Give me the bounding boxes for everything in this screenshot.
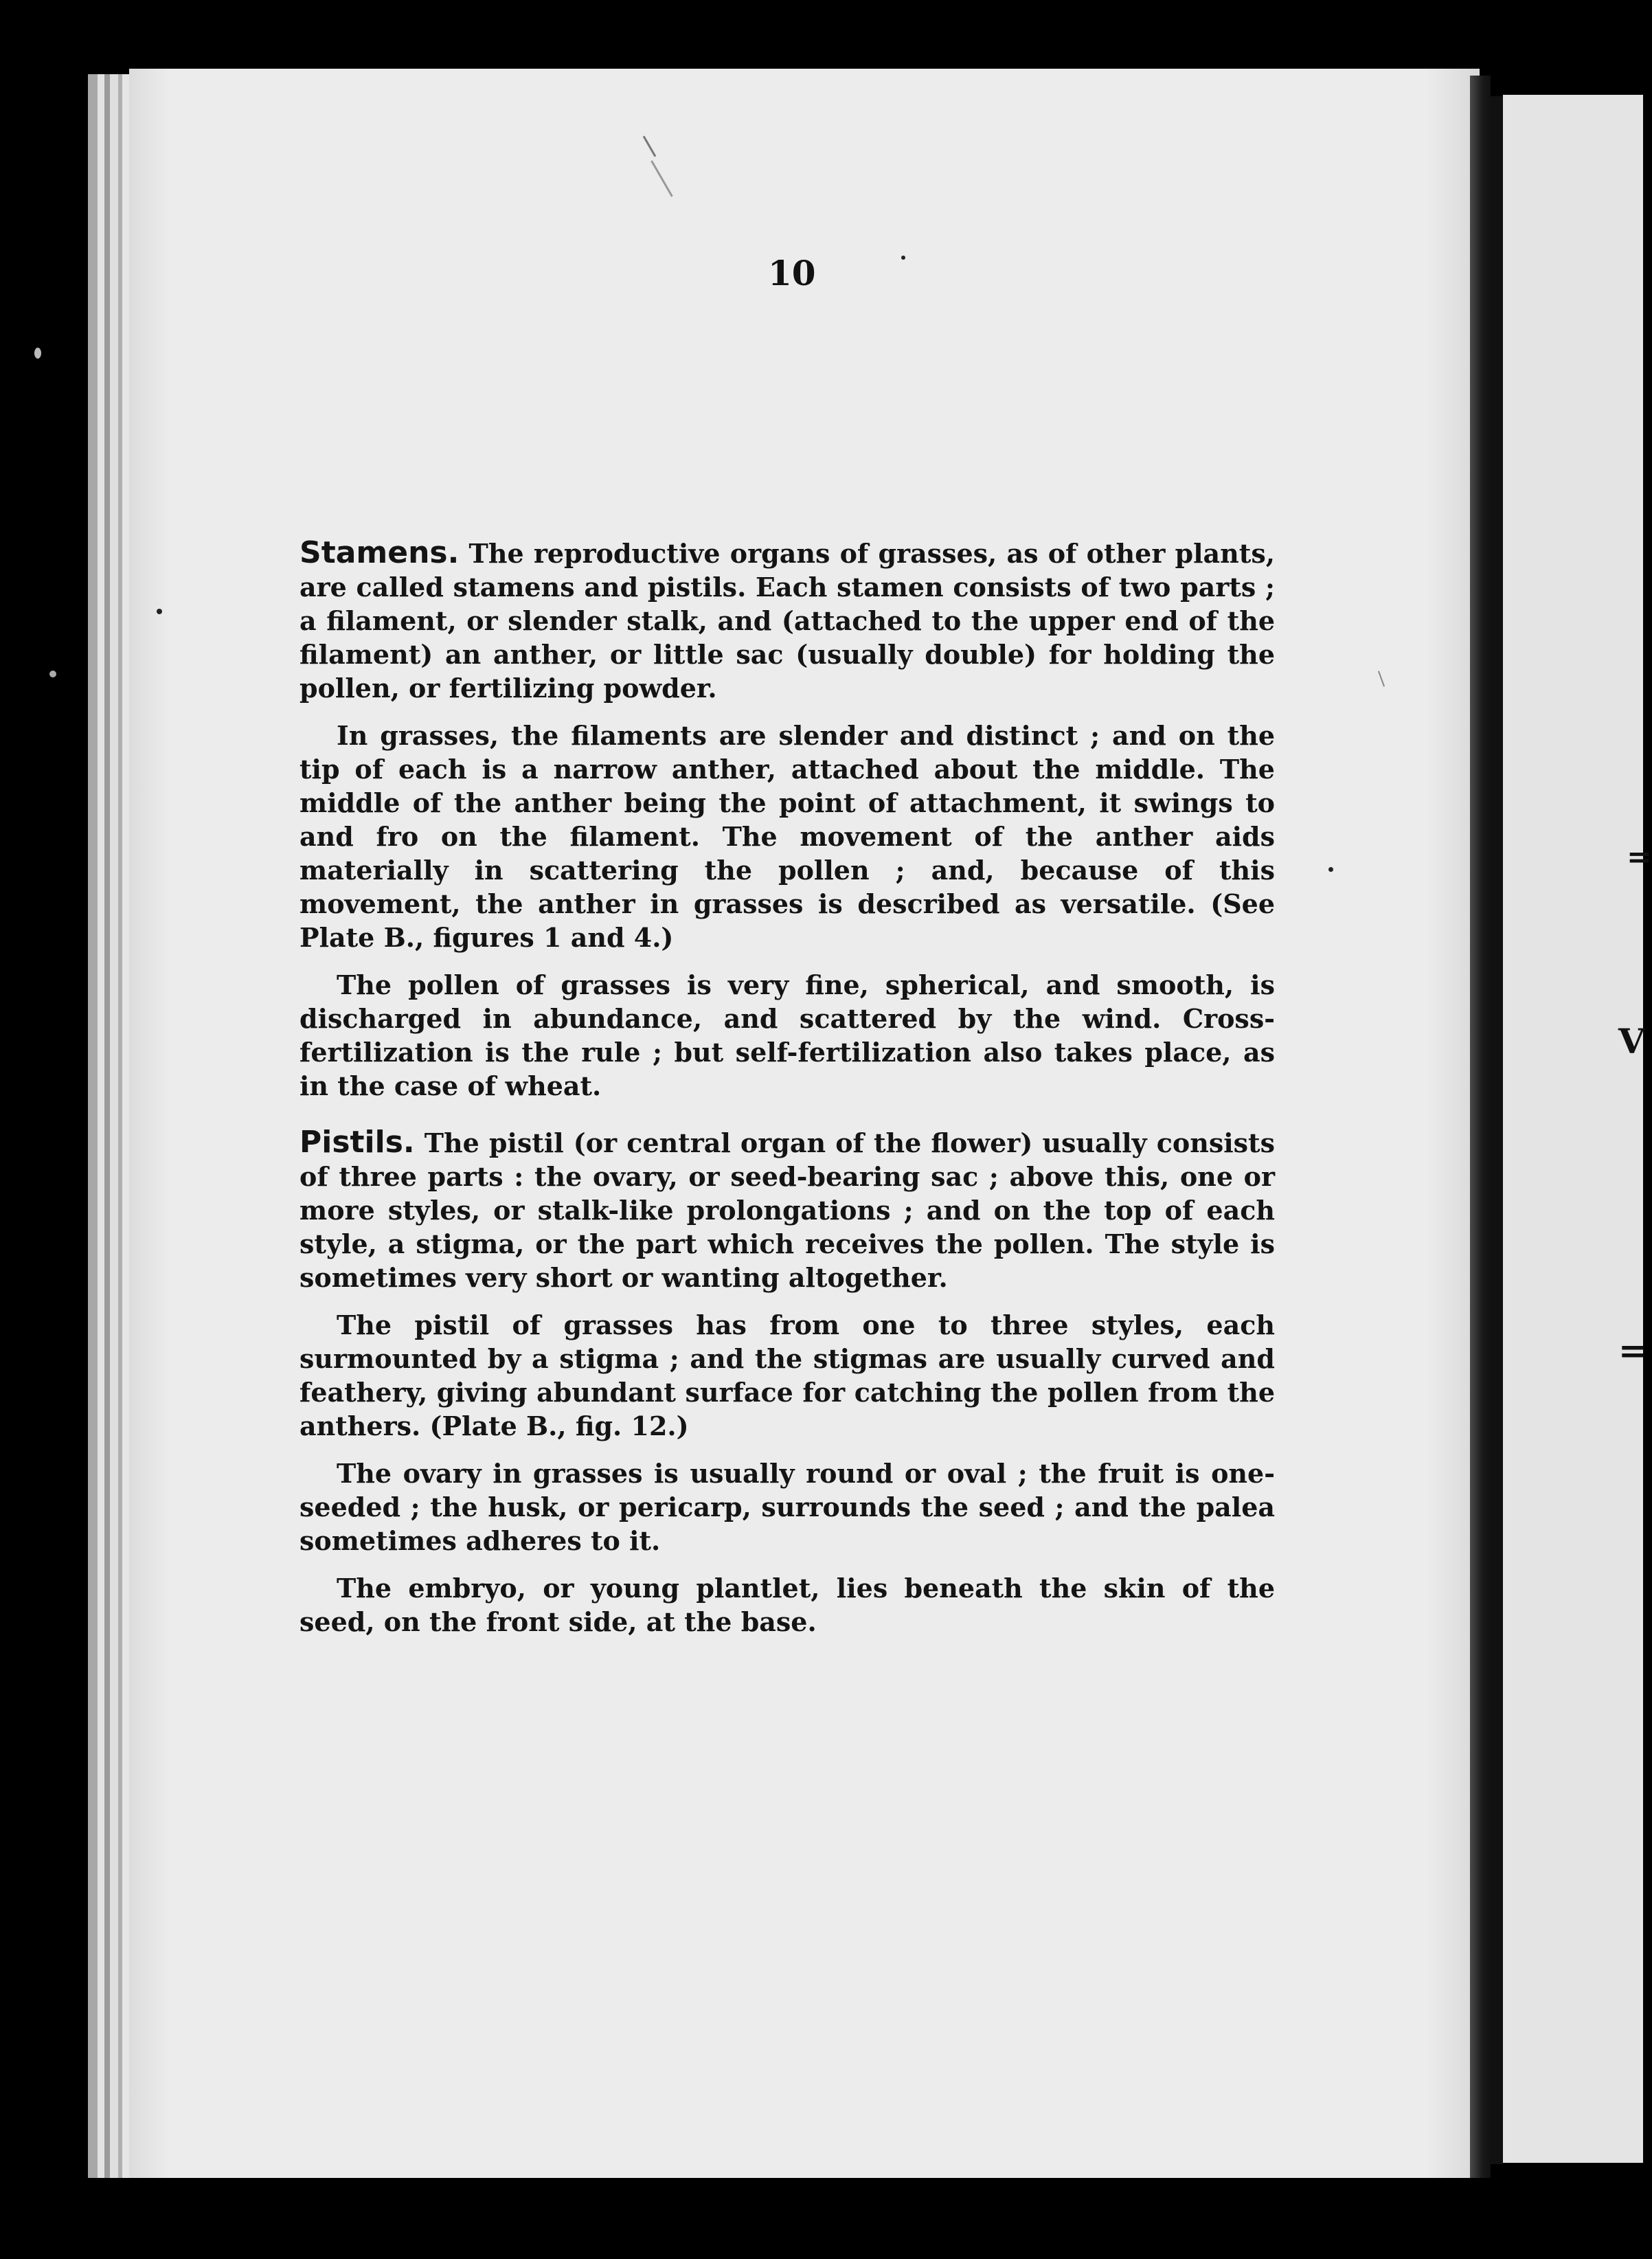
section-heading-stamens: Stamens. xyxy=(299,535,460,570)
book-gutter xyxy=(1470,76,1491,2178)
pistils-section xyxy=(299,1125,1275,1639)
stamens-paragraph-2: In grasses, the filaments are slender and distinct ; and on the tip of each is a narrow anther, attached about the middle. The middle of the anther being the point of attachment, it swings to and fro on the filament. The movement of the anther aids materially in scattering the pollen ; and, because of this movement, the anther in grasses is described as versatile. (See Plate B., figures 1 and 4.) xyxy=(299,720,1275,953)
stamens-paragraph-3: The pollen of grasses is very fine, spherical, and smooth, is discharged in abundance, and scattered by the wind. Cross-fertilization is the rule ; but self-fertilization also takes place, as in the case of wheat. xyxy=(299,969,1275,1101)
page-edge xyxy=(88,74,98,2178)
stamens-paragraph-1 xyxy=(299,536,1275,705)
pistils-paragraph-1 xyxy=(299,1125,1275,1294)
scan-speck xyxy=(49,671,56,677)
stamens-section xyxy=(299,536,1275,1103)
scan-speck xyxy=(34,348,41,359)
page-edge xyxy=(104,74,110,2178)
page-edge xyxy=(98,74,104,2178)
page-edge xyxy=(110,74,118,2178)
scan-speck xyxy=(157,609,162,614)
section-heading-pistils: Pistils. xyxy=(299,1125,415,1160)
paragraph-text: The reproductive organs of grasses, as of other plants, are called stamens and pistils. Each stamen consists of two parts ; a filament, or slender stalk, and (attached to the upper end of the filament) an anther, or little sac (usually double) for holding the pollen, or fertilizing powder. xyxy=(299,538,1275,704)
next-page-glyph: V xyxy=(1618,1021,1645,1061)
book-page xyxy=(129,69,1480,2178)
scan-speck xyxy=(901,256,905,260)
next-page-glyph: = xyxy=(1618,1330,1647,1371)
paragraph-text: The pistil (or central organ of the flower) usually consists of three parts : the ovary, or seed-bearing sac ; above this, one or more styles, or stalk-like prolongations ; and on the top of each style, a stigma, or the part which receives the pollen. The style is sometimes very short or wanting altogether. xyxy=(299,1127,1275,1293)
page-edge xyxy=(122,74,129,2178)
book-gutter-shadow xyxy=(1491,96,1503,2164)
scan-speck xyxy=(1328,867,1333,872)
next-page-sliver xyxy=(1503,95,1643,2163)
pistils-paragraph-2: The pistil of grasses has from one to three styles, each surmounted by a stigma ; and the stigmas are usually curved and feathery, giving abundant surface for catching the pollen from the anthers. (Plate B., fig. 12.) xyxy=(299,1310,1275,1441)
page-number: 10 xyxy=(768,253,816,293)
pistils-paragraph-3: The ovary in grasses is usually round or oval ; the fruit is one-seeded ; the husk, or pericarp, surrounds the seed ; and the palea sometimes adheres to it. xyxy=(299,1458,1275,1556)
next-page-glyph: = xyxy=(1627,840,1652,875)
pistils-paragraph-4: The embryo, or young plantlet, lies beneath the skin of the seed, on the front side, at the base. xyxy=(299,1573,1275,1637)
